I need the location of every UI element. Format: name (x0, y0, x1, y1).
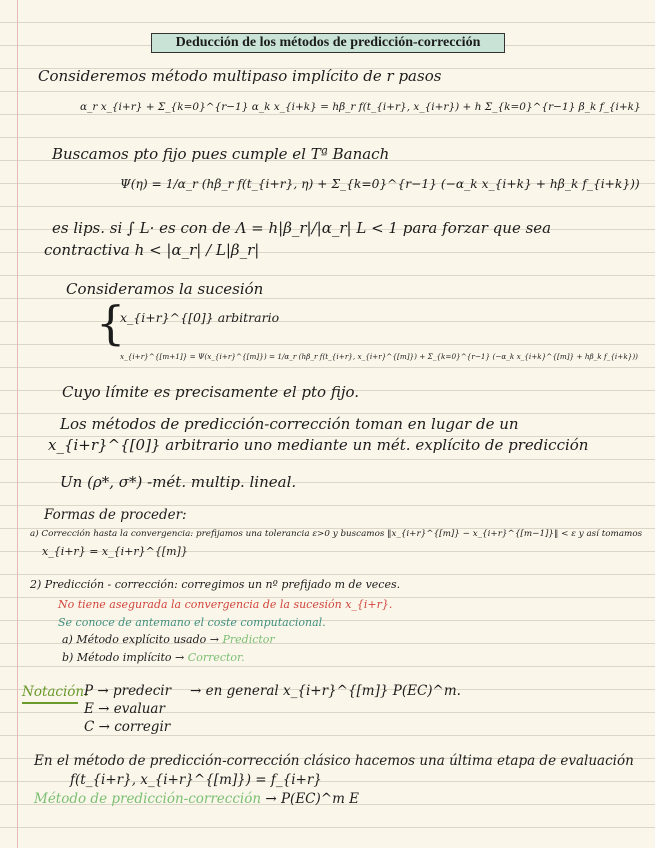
notation-p: P → predecir (84, 683, 172, 699)
implicit-method-line (62, 652, 245, 663)
notation-e: E → evaluar (84, 701, 165, 717)
predictor-label: Predictor (222, 633, 275, 646)
psi-equation: Ψ(η) = 1/α_r (hβ_r f(t_{i+r}, η) + Σ_{k=0}^{r−1} (−α_k x_{i+k} + hβ_k f_{i+k})) (120, 177, 640, 191)
classic-pc-line: En el método de predicción-corrección clásico hacemos una última etapa de evaluación (34, 753, 634, 769)
sequence-recurrence: x_{i+r}^{[m+1]} = Ψ(x_{i+r}^{[m]}) = 1/α_r (hβ_r f(t_{i+r}, x_{i+r}^{[m]}) + Σ_{k=0}^{r−1} (−α_k x_{i+k}^{[m]} + hβ_k f_{i+k})) (120, 352, 638, 361)
procedure-a-result: x_{i+r} = x_{i+r}^{[m]} (42, 545, 188, 558)
pec-label: Método de predicción-corrección (34, 791, 262, 807)
notation-underline (22, 702, 78, 704)
notation-label: Notación: (22, 684, 89, 700)
notation-general: → en general x_{i+r}^{[m]} P(EC)^m. (190, 683, 461, 699)
pec-formula: → P(EC)^m E (265, 791, 360, 807)
page-title: Deducción de los métodos de predicción-corrección (151, 33, 505, 53)
sequence-brace: { (96, 296, 126, 350)
pec-line (34, 793, 359, 807)
convergence-warning: No tiene asegurada la convergencia de la sucesión x_{i+r}. (58, 598, 393, 611)
lipschitz-line: es lips. si ∫ L· es con de Λ = h|β_r|/|α_r| L < 1 para forzar que sea (52, 219, 552, 237)
cost-note: Se conoce de antemano el coste computacional. (58, 616, 326, 629)
sequence-intro: Consideramos la sucesión (66, 280, 264, 298)
implicit-method-label: b) Método implícito → (62, 651, 185, 664)
sequence-initial: x_{i+r}^{[0]} arbitrario (120, 310, 280, 325)
procedure-b: 2) Predicción - corrección: corregimos un nº prefijado m de veces. (30, 578, 401, 591)
limit-line: Cuyo límite es precisamente el pto fijo. (62, 383, 360, 401)
pc-methods-line: Los métodos de predicción-corrección toman en lugar de un (60, 415, 519, 433)
fixed-point-line: Buscamos pto fijo pues cumple el Tª Banach (52, 145, 390, 163)
intro-line: Consideremos método multipaso implícito de r pasos (38, 67, 442, 85)
explicit-method-line (62, 634, 275, 645)
contractive-line: contractiva h < |α_r| / L|β_r| (44, 241, 260, 259)
pc-methods-line-2: x_{i+r}^{[0]} arbitrario uno mediante un mét. explícito de predicción (48, 436, 589, 454)
explicit-method-label: a) Método explícito usado → (62, 633, 219, 646)
linear-multistep-line: Un (ρ*, σ*) -mét. multip. lineal. (60, 473, 297, 491)
procedure-a: a) Corrección hasta la convergencia: prefijamos una tolerancia ε>0 y buscamos ‖x_{i+r}^{[m]} − x_{i+r}^{[m−1]}‖ < ε y así tomamos (30, 529, 643, 539)
notation-c: C → corregir (84, 719, 171, 735)
multistep-equation: α_r x_{i+r} + Σ_{k=0}^{r−1} α_k x_{i+k} = hβ_r f(t_{i+r}, x_{i+r}) + h Σ_{k=0}^{r−1} β_k f_{i+k} (80, 101, 641, 113)
procedure-heading: Formas de proceder: (44, 507, 187, 523)
final-evaluation: f(t_{i+r}, x_{i+r}^{[m]}) = f_{i+r} (70, 772, 322, 788)
corrector-label: Corrector. (187, 651, 245, 664)
